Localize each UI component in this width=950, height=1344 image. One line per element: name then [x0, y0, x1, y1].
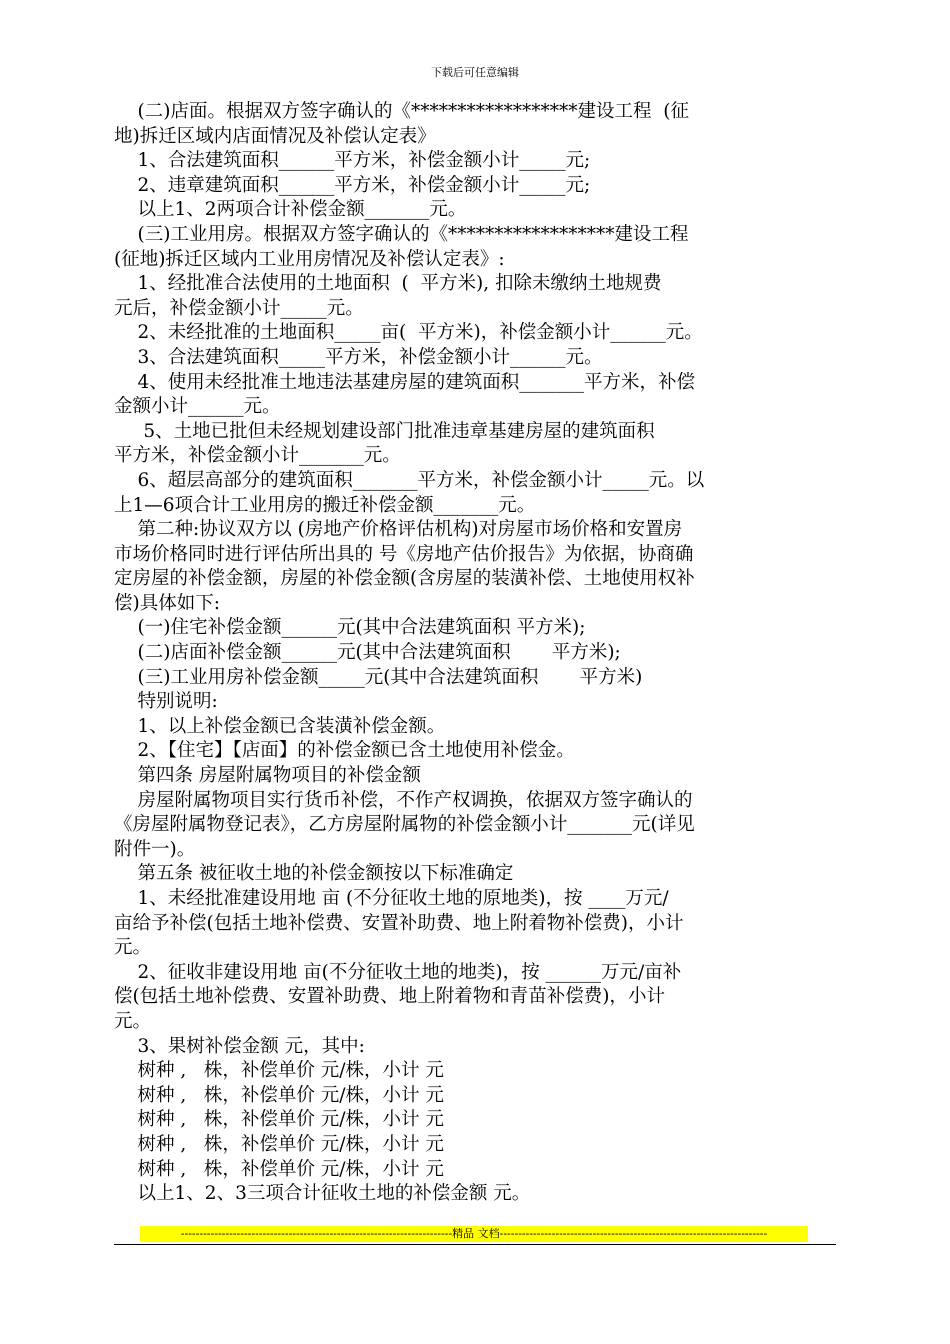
document-body	[114, 100, 836, 1207]
text-line: 树种 , 株，补偿单价 元/株，小计 元	[114, 1084, 444, 1106]
text-line: 亩给予补偿(包括土地补偿费、安置补助费、地上附着物补偿费)，小计	[114, 912, 684, 934]
text-line: 5、土地已批但未经规划建设部门批准违章基建房屋的建筑面积	[114, 420, 655, 442]
text-line: 树种 , 株，补偿单价 元/株，小计 元	[114, 1133, 444, 1155]
footer-rule	[114, 1244, 836, 1245]
text-line: 以上1、2、3三项合计征收土地的补偿金额 元。	[114, 1183, 531, 1205]
text-line: 第五条 被征收土地的补偿金额按以下标准确定	[114, 863, 514, 885]
text-line: 3、合法建筑面积_____平方米，补偿金额小计______元。	[114, 346, 603, 368]
text-line: 2、【住宅】【店面】的补偿金额已含土地使用补偿金。	[114, 740, 575, 762]
text-line: 偿(包括土地补偿费、安置补助费、地上附着物和青苗补偿费)，小计	[114, 986, 665, 1008]
text-line: 金额小计______元。	[114, 396, 281, 418]
footer-banner: -------------------------------------------------------------------------精品 文档------------------------------------------------------------------------	[140, 1226, 808, 1242]
text-line: (一)住宅补偿金额______元(其中合法建筑面积 平方米);	[114, 617, 586, 639]
text-line: 1、未经批准建设用地 亩 (不分征收土地的原地类)，按 ____万元/	[114, 888, 669, 909]
text-line: 1、合法建筑面积______平方米，补偿金额小计_____元;	[114, 150, 591, 172]
text-line: 偿)具体如下:	[114, 592, 220, 614]
text-line: 树种 , 株，补偿单价 元/株，小计 元	[114, 1060, 444, 1082]
text-line: (二)店面。根据双方签字确认的《******************建设工程 (征	[114, 101, 689, 122]
text-line: 地)拆迁区域内店面情况及补偿认定表》	[114, 125, 436, 147]
text-line: 树种 , 株，补偿单价 元/株，小计 元	[114, 1158, 444, 1180]
text-line: (征地)拆迁区域内工业用房情况及补偿认定表》:	[114, 248, 505, 270]
text-line: 6、超层高部分的建筑面积_______平方米，补偿金额小计_____元。以	[114, 469, 705, 491]
text-line: 2、未经批准的土地面积_____亩( 平方米)，补偿金额小计______元。	[114, 322, 703, 344]
text-line: 定房屋的补偿金额，房屋的补偿金额(含房屋的装潢补偿、土地使用权补	[114, 568, 695, 590]
text-line: 元后，补偿金额小计_____元。	[114, 297, 364, 319]
text-line: 特别说明:	[114, 691, 218, 713]
text-line: 2、违章建筑面积______平方米，补偿金额小计_____元;	[114, 174, 591, 196]
text-line: (三)工业用房。根据双方签字确认的《******************建设工程	[114, 223, 689, 245]
text-line: 第二种:协议双方以 (房地产价格评估机构)对房屋市场价格和安置房	[114, 519, 683, 541]
text-line: 以上1、2两项合计补偿金额_______元。	[114, 199, 467, 221]
text-line: 上1—6项合计工业用房的搬迁补偿金额_______元。	[114, 494, 536, 516]
text-line: 元。	[114, 1010, 152, 1032]
text-line: 树种 , 株，补偿单价 元/株，小计 元	[114, 1109, 444, 1131]
text-line: (二)店面补偿金额______元(其中合法建筑面积 平方米);	[114, 642, 621, 664]
text-line: 平方米，补偿金额小计_______元。	[114, 445, 401, 467]
text-line: 《房屋附属物登记表》，乙方房屋附属物的补偿金额小计_______元(详见	[114, 814, 695, 836]
text-line: 2、征收非建设用地 亩(不分征收土地的地类)，按 ______万元/亩补	[114, 961, 682, 983]
text-line: 1、经批准合法使用的土地面积 ( 平方米), 扣除未缴纳土地规费	[114, 273, 662, 295]
text-line: 附件一)。	[114, 838, 196, 860]
text-line: 房屋附属物项目实行货币补偿，不作产权调换，依据双方签字确认的	[114, 789, 693, 811]
page-header: 下载后可任意编辑	[431, 66, 519, 79]
text-line: 1、以上补偿金额已含装潢补偿金额。	[114, 715, 446, 737]
text-line: 3、果树补偿金额 元，其中:	[114, 1035, 365, 1057]
text-line: 4、使用未经批准土地违法基建房屋的建筑面积_______平方米，补偿	[114, 371, 696, 393]
text-line: 第四条 房屋附属物项目的补偿金额	[114, 765, 421, 787]
text-line: 元。	[114, 937, 152, 959]
text-line: 市场价格同时进行评估所出具的 号《房地产估价报告》为依据，协商确	[114, 543, 694, 565]
text-line: (三)工业用房补偿金额_____元(其中合法建筑面积 平方米)	[114, 666, 643, 688]
